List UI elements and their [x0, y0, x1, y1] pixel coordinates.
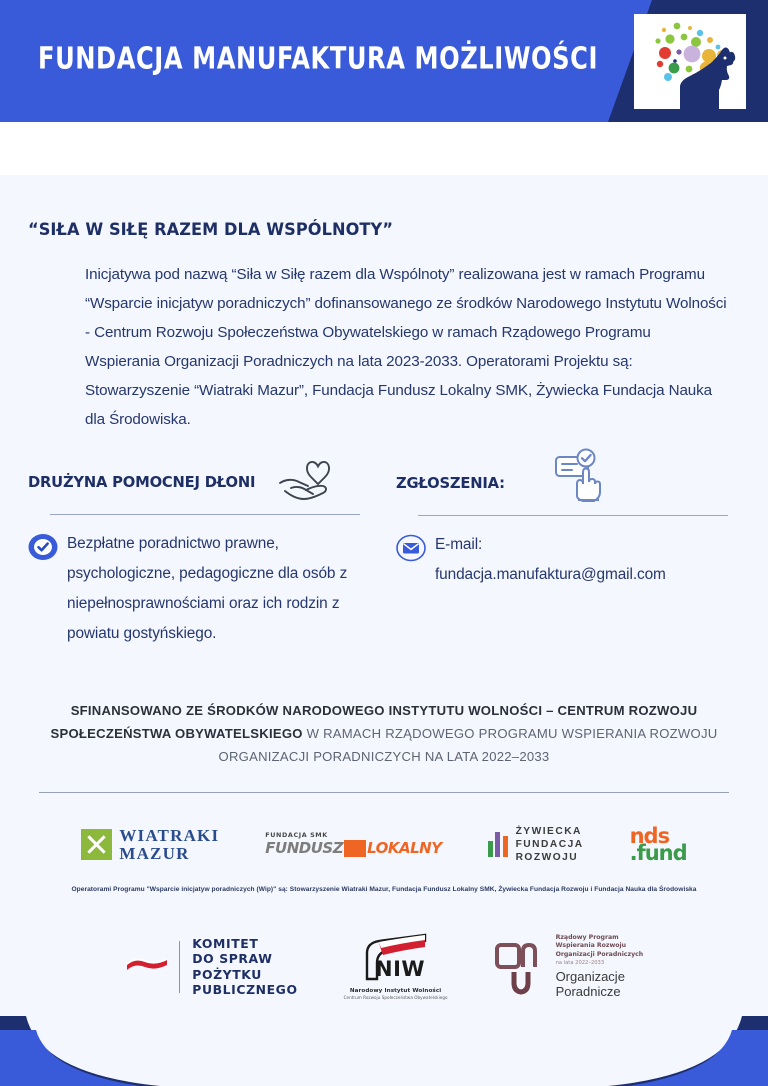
column-heading-label: ZGŁOSZENIA: [396, 473, 505, 492]
op-year: na lata 2022–2033 [555, 960, 605, 967]
services-text: Bezpłatne poradnictwo prawne, psychologiczne, pedagogiczne dla osób z niepełnosprawnościami oraz ich rodzin z powiatu gostyńskiego. [67, 535, 348, 642]
wiatraki-windmill-icon [81, 829, 112, 860]
op-big-1: Organizacje [555, 969, 625, 985]
partner-logos-row [0, 825, 768, 864]
logo-zywiecka-fundacja-rozwoju [488, 825, 584, 864]
op-big-2: Poradnicze [555, 984, 621, 1000]
header-white-band [0, 122, 768, 175]
niw-subtitle-1: Narodowy Instytut Wolności [349, 988, 442, 994]
logo-organizacje-poradnicze [494, 934, 644, 999]
zywiecka-bars-icon [488, 832, 508, 857]
email-bullet [396, 530, 746, 590]
envelope-icon [396, 533, 426, 590]
column-zgloszenia [396, 456, 746, 649]
niw-mark-icon [355, 933, 437, 981]
intro-paragraph: Inicjatywa pod nazwą “Siła w Siłę razem dla Wspólnoty” realizowana jest w ramach Programu “Wsparcie inicjatyw poradniczych” dofinansowanego ze środków Narodowego Instytutu Wolności - Centrum Rozwoju Społeczeństwa Obywatelskiego w ramach Rządowego Programu Wspierania Organizacji Poradniczych na lata 2023-2033. Operatorami Projektu są: Stowarzyszenie “Wiatraki Mazur”, Fundacja Fundusz Lokalny SMK, Żywiecka Fundacja Nauka dla Środowiska. [85, 266, 727, 428]
op-text-block [556, 934, 644, 999]
nds-label [629, 823, 687, 865]
nds-part2: .fund [629, 840, 687, 865]
zywiecka-line3: ROZWOJU [515, 852, 579, 863]
head-with-colorful-bubbles-logo [634, 14, 746, 109]
foundation-logo [634, 14, 746, 109]
bottom-decoration [0, 1016, 768, 1086]
smk-word-fundusz: FUNDUSZ [265, 839, 344, 858]
wiatraki-label [119, 827, 219, 863]
logo-niw [344, 933, 448, 1000]
page-header [0, 0, 768, 122]
two-column-section [28, 456, 746, 649]
smk-main-label [265, 840, 441, 857]
svg-text:NIW: NIW [374, 957, 425, 981]
op-small-2: Wspierania Rozwoju [555, 942, 627, 950]
funding-statement [34, 699, 734, 768]
logo-fundusz-lokalny-smk [265, 832, 441, 857]
kds-line2: DO SPRAW [192, 951, 273, 966]
kds-line3: POŻYTKU [192, 966, 262, 982]
operators-note: Operatorami Programu "Wsparcie inicjatyw poradniczych (Wip)" są: Stowarzyszenie Wiatraki Mazur, Fundacja Fundusz Lokalny SMK, Żywiecka Fundacja Rozwoju i Fundacja Nauka dla Środowiska [71, 886, 697, 893]
email-address[interactable]: fundacja.manufaktura@gmail.com [435, 566, 666, 583]
kds-line4: PUBLICZNEGO [192, 982, 298, 997]
poster-content [0, 175, 768, 1000]
wiatraki-line2: MAZUR [119, 843, 190, 863]
zywiecka-line2: FUNDACJA [515, 839, 584, 850]
hand-holding-heart-icon [277, 457, 335, 508]
column-heading-row [28, 456, 378, 508]
funding-regular: W RAMACH RZĄDOWEGO PROGRAMU WSPIERANIA ROZWOJU ORGANIZACJI PORADNICZYCH NA LATA 2022–2033 [218, 726, 718, 764]
wiatraki-line1: WIATRAKI [119, 825, 220, 845]
smk-block-icon [344, 840, 366, 857]
zywiecka-line1: ŻYWIECKA [515, 826, 582, 837]
op-small-3: Organizacji Poradniczych [555, 950, 644, 958]
kds-line1: KOMITET [192, 935, 259, 951]
niw-subtitle-2: Centrum Rozwoju Społeczeństwa Obywatelskiego [343, 995, 448, 1000]
column-divider [50, 514, 360, 515]
column-heading-label: DRUŻYNA POMOCNEJ DŁONI [28, 473, 256, 491]
page-title: “SIŁA W SIŁĘ RAZEM DLA WSPÓLNOTY” [28, 220, 394, 240]
services-bullet [28, 529, 378, 649]
funding-bold: SFINANSOWANO ZE ŚRODKÓW NARODOWEGO INSTYTUTU WOLNOŚCI – CENTRUM ROZWOJU SPOŁECZEŃSTWA OBYWATELSKIEGO [50, 703, 698, 741]
smk-top-label: FUNDACJA SMK [265, 830, 328, 839]
organization-title: FUNDACJA MANUFAKTURA MOŻLIWOŚCI [38, 41, 599, 77]
form-click-approval-icon [553, 448, 605, 509]
column-heading-row [396, 456, 746, 509]
kds-label [192, 936, 297, 998]
logo-nds-fund [629, 823, 687, 865]
logo-komitet-do-spraw-pozytku-publicznego [125, 936, 298, 998]
email-label: E-mail: [435, 536, 483, 553]
smk-word-lokalny: LOKALNY [367, 839, 442, 858]
horizontal-divider [39, 792, 729, 793]
polish-flag-icon [125, 954, 169, 980]
column-divider [418, 515, 728, 516]
column-pomocna-dlon [28, 456, 378, 649]
op-mark-icon [494, 939, 548, 995]
kds-divider [179, 941, 181, 993]
op-small-1: Rządowy Program [555, 933, 619, 941]
zywiecka-label [516, 825, 584, 864]
institution-logos-row [0, 933, 768, 1000]
email-block [435, 530, 666, 590]
check-circle-icon [28, 532, 58, 649]
op-big-label [556, 969, 644, 999]
nds-part1: nds [629, 823, 670, 848]
logo-wiatraki-mazur [81, 827, 219, 863]
